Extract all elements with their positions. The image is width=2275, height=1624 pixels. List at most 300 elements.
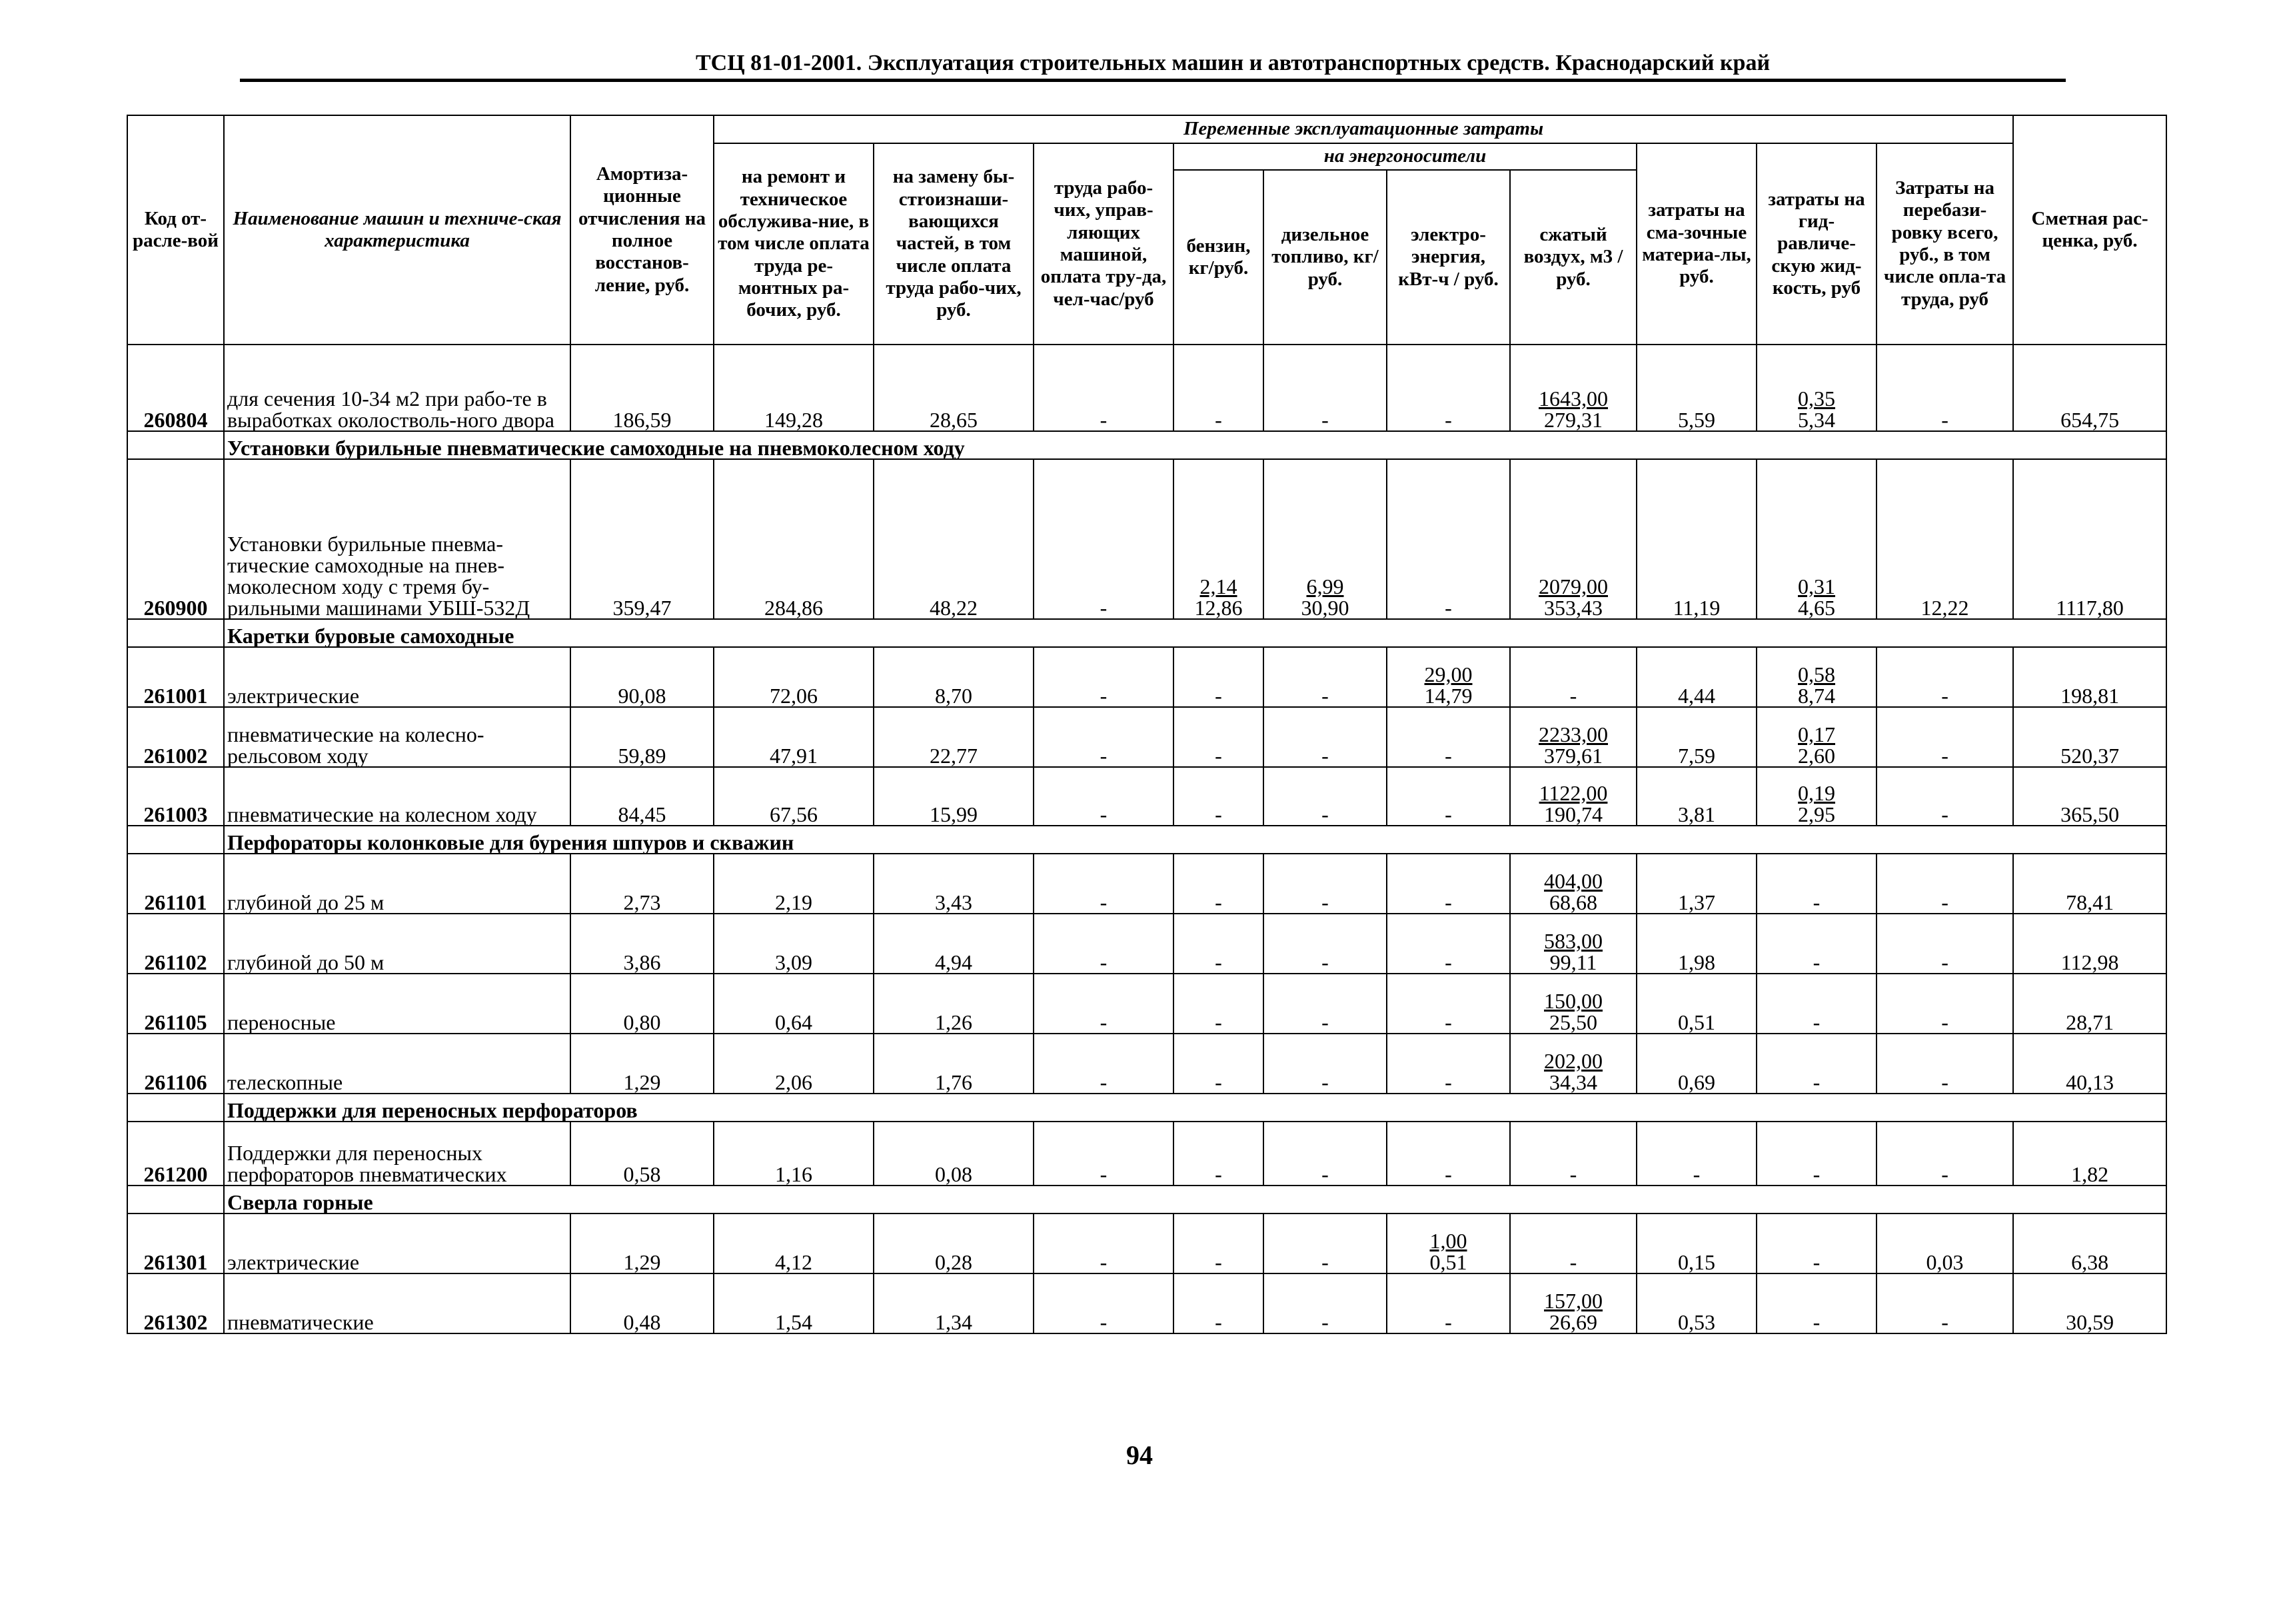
cost-value: 3,81 <box>1678 802 1715 826</box>
cost-value: - <box>1321 1310 1329 1334</box>
lube-cell <box>1637 1034 1757 1094</box>
cost-value: 1,98 <box>1678 950 1715 974</box>
cost-value: - <box>1813 1070 1821 1094</box>
diesel-cell <box>1263 1273 1387 1333</box>
norm-value: 0,31 <box>1798 574 1835 598</box>
cost-value: 84,45 <box>618 802 666 826</box>
cost-value: - <box>1321 1010 1329 1034</box>
diesel-cell <box>1263 854 1387 914</box>
amort-cell <box>570 1214 714 1273</box>
section-row <box>127 1186 2166 1214</box>
cost-value: - <box>1321 1070 1329 1094</box>
petrol-cell <box>1173 914 1263 974</box>
hydro-cell <box>1757 1122 1877 1186</box>
row-code: 261102 <box>127 914 224 974</box>
cost-value: 379,61 <box>1544 744 1603 768</box>
estimate-cell <box>2013 459 2166 619</box>
cost-value: 2,95 <box>1798 802 1835 826</box>
labor-cell <box>1034 767 1173 826</box>
cost-value: 4,12 <box>775 1250 812 1274</box>
table-row <box>127 1214 2166 1273</box>
norm-value: 2,14 <box>1199 574 1237 598</box>
amort-cell <box>570 1034 714 1094</box>
labor-cell <box>1034 707 1173 767</box>
estimate-cell <box>2013 1034 2166 1094</box>
cost-value: - <box>1215 408 1222 432</box>
diesel-cell <box>1263 914 1387 974</box>
relocation-cell <box>1877 974 2013 1034</box>
hydro-cell <box>1757 767 1877 826</box>
replace-cell <box>874 1273 1034 1333</box>
petrol-cell <box>1173 345 1263 431</box>
cost-value: - <box>1445 1162 1452 1186</box>
cost-value: - <box>1813 1310 1821 1334</box>
relocation-cell <box>1877 1214 2013 1273</box>
cost-value: 34,34 <box>1549 1070 1597 1094</box>
norm-value: 6,99 <box>1306 574 1344 598</box>
petrol-cell <box>1173 459 1263 619</box>
diesel-cell <box>1263 459 1387 619</box>
norm-value: 404,00 <box>1544 869 1603 893</box>
norm-value: 0,35 <box>1798 387 1835 410</box>
hydro-cell <box>1757 854 1877 914</box>
header-replace: на замену бы-стroизнаши-вающихся частей, в том числе оплата труда рабо-чих, руб. <box>874 143 1034 345</box>
cost-value: - <box>1321 890 1329 914</box>
petrol-cell <box>1173 974 1263 1034</box>
cost-value: 90,08 <box>618 684 666 708</box>
cost-value: 1,82 <box>2071 1162 2109 1186</box>
cost-value: 359,47 <box>612 596 672 620</box>
section-title: Каретки буровые самоходные <box>224 619 2166 647</box>
header-lube: затраты на сма-зочные материа-лы, руб. <box>1637 143 1757 345</box>
norm-value: 29,00 <box>1424 662 1473 686</box>
labor-cell <box>1034 1034 1173 1094</box>
estimate-cell <box>2013 647 2166 707</box>
row-name: пневматические на колесном ходу <box>224 767 570 826</box>
amort-cell <box>570 767 714 826</box>
cost-value: 2,60 <box>1798 744 1835 768</box>
cost-value: 0,15 <box>1678 1250 1715 1274</box>
diesel-cell <box>1263 707 1387 767</box>
diesel-cell <box>1263 647 1387 707</box>
electro-cell <box>1387 707 1510 767</box>
row-code: 261003 <box>127 767 224 826</box>
hydro-cell <box>1757 707 1877 767</box>
cost-value: 1,54 <box>775 1310 812 1334</box>
cost-value: - <box>1569 684 1577 708</box>
header-amortization: Амортиза-ционные отчисления на полное восстанов-ление, руб. <box>570 115 714 345</box>
section-code-cell <box>127 1094 224 1122</box>
cost-value: - <box>1321 684 1329 708</box>
row-code: 261302 <box>127 1273 224 1333</box>
norm-value: 1122,00 <box>1539 781 1608 805</box>
replace-cell <box>874 854 1034 914</box>
estimate-cell <box>2013 854 2166 914</box>
table-body <box>127 345 2166 1333</box>
row-name: переносные <box>224 974 570 1034</box>
row-code: 260900 <box>127 459 224 619</box>
running-header: ТСЦ 81-01-2001. Эксплуатация строительных машин и автотранспортных средств. Краснодарский край <box>695 51 1771 75</box>
electro-cell <box>1387 1034 1510 1094</box>
cost-value: 1117,80 <box>2056 596 2124 620</box>
cost-value: - <box>1813 1010 1821 1034</box>
estimate-cell <box>2013 1122 2166 1186</box>
replace-cell <box>874 647 1034 707</box>
cost-value: 40,13 <box>2066 1070 2114 1094</box>
cost-value: - <box>1215 1010 1222 1034</box>
repair-cell <box>714 1273 874 1333</box>
cost-value: 59,89 <box>618 744 666 768</box>
header-estimate: Сметная рас-ценка, руб. <box>2013 115 2166 345</box>
repair-cell <box>714 1034 874 1094</box>
relocation-cell <box>1877 1122 2013 1186</box>
hydro-cell <box>1757 1034 1877 1094</box>
cost-value: 520,37 <box>2060 744 2120 768</box>
page-number: 94 <box>1126 1440 1153 1470</box>
cost-value: 190,74 <box>1544 802 1603 826</box>
cost-value: 1,76 <box>935 1070 972 1094</box>
relocation-cell <box>1877 345 2013 431</box>
header-rule <box>240 79 2066 82</box>
hydro-cell <box>1757 1214 1877 1273</box>
header-repair: на ремонт и техническое обслужива-ние, в том числе оплата труда ре-монтных ра-бочих, руб. <box>714 143 874 345</box>
cost-value: 67,56 <box>770 802 818 826</box>
table-row <box>127 647 2166 707</box>
lube-cell <box>1637 914 1757 974</box>
cost-value: 99,11 <box>1549 950 1597 974</box>
table-row <box>127 854 2166 914</box>
replace-cell <box>874 767 1034 826</box>
electro-cell <box>1387 974 1510 1034</box>
cost-value: - <box>1445 744 1452 768</box>
cost-value: - <box>1813 890 1821 914</box>
repair-cell <box>714 854 874 914</box>
cost-value: - <box>1215 802 1222 826</box>
row-name: телескопные <box>224 1034 570 1094</box>
labor-cell <box>1034 914 1173 974</box>
cost-value: 5,59 <box>1678 408 1715 432</box>
cost-value: 279,31 <box>1544 408 1603 432</box>
relocation-cell <box>1877 707 2013 767</box>
labor-cell <box>1034 1122 1173 1186</box>
norm-value: 1643,00 <box>1539 387 1608 410</box>
cost-value: - <box>1813 950 1821 974</box>
cost-value: 0,69 <box>1678 1070 1715 1094</box>
cost-value: - <box>1321 950 1329 974</box>
cost-value: 22,77 <box>930 744 978 768</box>
header-labor: труда рабо-чих, управ-ляющих машиной, оплата тру-да, чел-час/руб <box>1034 143 1173 345</box>
cost-value: - <box>1215 1310 1222 1334</box>
amort-cell <box>570 647 714 707</box>
hydro-cell <box>1757 914 1877 974</box>
header-code: Код от-расле-вой <box>127 115 224 345</box>
air-cell <box>1510 1122 1637 1186</box>
air-cell <box>1510 914 1637 974</box>
repair-cell <box>714 914 874 974</box>
repair-cell <box>714 647 874 707</box>
cost-value: - <box>1445 950 1452 974</box>
cost-value: 4,44 <box>1678 684 1715 708</box>
cost-value: 1,16 <box>775 1162 812 1186</box>
cost-value: 365,50 <box>2060 802 2120 826</box>
cost-value: 0,64 <box>775 1010 812 1034</box>
cost-value: 72,06 <box>770 684 818 708</box>
cost-value: 1,29 <box>623 1070 661 1094</box>
table-row <box>127 345 2166 431</box>
cost-value: - <box>1100 950 1108 974</box>
repair-cell <box>714 974 874 1034</box>
petrol-cell <box>1173 767 1263 826</box>
cost-value: - <box>1100 1010 1108 1034</box>
labor-cell <box>1034 974 1173 1034</box>
cost-value: - <box>1100 1250 1108 1274</box>
electro-cell <box>1387 1273 1510 1333</box>
hydro-cell <box>1757 459 1877 619</box>
section-title: Установки бурильные пневматические самоходные на пневмоколесном ходу <box>224 431 2166 459</box>
cost-value: 11,19 <box>1673 596 1721 620</box>
electro-cell <box>1387 1214 1510 1273</box>
section-row <box>127 1094 2166 1122</box>
cost-value: 0,08 <box>935 1162 972 1186</box>
cost-value: 14,79 <box>1424 684 1473 708</box>
cost-value: 0,48 <box>623 1310 661 1334</box>
replace-cell <box>874 1214 1034 1273</box>
cost-value: - <box>1100 596 1108 620</box>
norm-value: 1,00 <box>1429 1229 1467 1253</box>
cost-value: - <box>1321 1162 1329 1186</box>
cost-value: 1,37 <box>1678 890 1715 914</box>
repair-cell <box>714 1214 874 1273</box>
cost-value: - <box>1445 1070 1452 1094</box>
estimate-cell <box>2013 767 2166 826</box>
cost-value: 0,03 <box>1926 1250 1964 1274</box>
repair-cell <box>714 707 874 767</box>
electro-cell <box>1387 854 1510 914</box>
row-name: для сечения 10-34 м2 при рабо-те в выработках околостволь-ного двора <box>224 345 570 431</box>
cost-value: - <box>1215 890 1222 914</box>
relocation-cell <box>1877 1273 2013 1333</box>
cost-value: 1,26 <box>935 1010 972 1034</box>
petrol-cell <box>1173 1273 1263 1333</box>
cost-value: - <box>1941 1070 1948 1094</box>
lube-cell <box>1637 1214 1757 1273</box>
cost-value: 8,74 <box>1798 684 1835 708</box>
cost-value: - <box>1100 1310 1108 1334</box>
cost-value: - <box>1100 684 1108 708</box>
section-code-cell <box>127 431 224 459</box>
relocation-cell <box>1877 767 2013 826</box>
row-code: 261001 <box>127 647 224 707</box>
estimate-cell <box>2013 345 2166 431</box>
cost-value: - <box>1445 1010 1452 1034</box>
labor-cell <box>1034 854 1173 914</box>
table-row <box>127 459 2166 619</box>
table-row <box>127 914 2166 974</box>
lube-cell <box>1637 707 1757 767</box>
table-row <box>127 1034 2166 1094</box>
row-code: 261106 <box>127 1034 224 1094</box>
petrol-cell <box>1173 1034 1263 1094</box>
cost-value: 0,28 <box>935 1250 972 1274</box>
section-title: Поддержки для переносных перфораторов <box>224 1094 2166 1122</box>
cost-value: 7,59 <box>1678 744 1715 768</box>
section-row <box>127 619 2166 647</box>
cost-value: 2,19 <box>775 890 812 914</box>
lube-cell <box>1637 1273 1757 1333</box>
row-name: глубиной до 50 м <box>224 914 570 974</box>
lube-cell <box>1637 345 1757 431</box>
rates-table <box>127 115 2167 1334</box>
cost-value: 48,22 <box>930 596 978 620</box>
cost-value: 47,91 <box>770 744 818 768</box>
labor-cell <box>1034 345 1173 431</box>
norm-value: 583,00 <box>1544 929 1603 953</box>
amort-cell <box>570 854 714 914</box>
cost-value: 12,22 <box>1920 596 1969 620</box>
cost-value: - <box>1100 744 1108 768</box>
electro-cell <box>1387 459 1510 619</box>
cost-value: 4,65 <box>1798 596 1835 620</box>
norm-value: 157,00 <box>1544 1289 1603 1313</box>
cost-value: - <box>1100 408 1108 432</box>
table-row <box>127 767 2166 826</box>
cost-value: - <box>1569 1162 1577 1186</box>
header-relocation: Затраты на перебази-ровку всего, руб., в том числе опла-та труда, руб <box>1877 143 2013 345</box>
cost-value: 0,80 <box>623 1010 661 1034</box>
cost-value: - <box>1445 1310 1452 1334</box>
cost-value: 12,86 <box>1194 596 1243 620</box>
electro-cell <box>1387 1122 1510 1186</box>
diesel-cell <box>1263 1034 1387 1094</box>
lube-cell <box>1637 767 1757 826</box>
cost-value: 149,28 <box>764 408 823 432</box>
labor-cell <box>1034 459 1173 619</box>
row-code: 260804 <box>127 345 224 431</box>
diesel-cell <box>1263 767 1387 826</box>
row-name: пневматические на колесно-рельсовом ходу <box>224 707 570 767</box>
cost-value: 284,86 <box>764 596 823 620</box>
air-cell <box>1510 459 1637 619</box>
cost-value: 28,71 <box>2066 1010 2114 1034</box>
header-name: Наименование машин и техниче-ская характеристика <box>224 115 570 345</box>
lube-cell <box>1637 647 1757 707</box>
cost-value: 112,98 <box>2060 950 2119 974</box>
cost-value: 1,34 <box>935 1310 972 1334</box>
estimate-cell <box>2013 1214 2166 1273</box>
petrol-cell <box>1173 854 1263 914</box>
lube-cell <box>1637 1122 1757 1186</box>
electro-cell <box>1387 647 1510 707</box>
lube-cell <box>1637 459 1757 619</box>
header-variable-costs: Переменные эксплуатационные затраты <box>714 115 2013 143</box>
relocation-cell <box>1877 1034 2013 1094</box>
cost-value: - <box>1813 1162 1821 1186</box>
repair-cell <box>714 1122 874 1186</box>
cost-value: - <box>1941 890 1948 914</box>
norm-value: 0,58 <box>1798 662 1835 686</box>
row-code: 261200 <box>127 1122 224 1186</box>
amort-cell <box>570 1273 714 1333</box>
amort-cell <box>570 1122 714 1186</box>
replace-cell <box>874 1034 1034 1094</box>
replace-cell <box>874 707 1034 767</box>
section-code-cell <box>127 619 224 647</box>
section-row <box>127 431 2166 459</box>
labor-cell <box>1034 1273 1173 1333</box>
cost-value: - <box>1813 1250 1821 1274</box>
replace-cell <box>874 459 1034 619</box>
cost-value: 3,43 <box>935 890 972 914</box>
cost-value: - <box>1941 802 1948 826</box>
cost-value: - <box>1445 802 1452 826</box>
cost-value: - <box>1941 950 1948 974</box>
cost-value: - <box>1215 1250 1222 1274</box>
row-name: электрические <box>224 1214 570 1273</box>
repair-cell <box>714 459 874 619</box>
header-petrol: бензин, кг/руб. <box>1173 170 1263 345</box>
estimate-cell <box>2013 914 2166 974</box>
air-cell <box>1510 974 1637 1034</box>
cost-value: 68,68 <box>1549 890 1597 914</box>
row-code: 261002 <box>127 707 224 767</box>
cost-value: 4,94 <box>935 950 972 974</box>
cost-value: 5,34 <box>1798 408 1835 432</box>
air-cell <box>1510 707 1637 767</box>
cost-value: - <box>1941 1010 1948 1034</box>
diesel-cell <box>1263 1122 1387 1186</box>
cost-value: 0,51 <box>1678 1010 1715 1034</box>
table-row <box>127 1122 2166 1186</box>
cost-value: - <box>1445 596 1452 620</box>
air-cell <box>1510 345 1637 431</box>
cost-value: 2,73 <box>623 890 661 914</box>
lube-cell <box>1637 974 1757 1034</box>
section-title: Перфораторы колонковые для бурения шпуров и скважин <box>224 826 2166 854</box>
cost-value: 2,06 <box>775 1070 812 1094</box>
cost-value: - <box>1321 1250 1329 1274</box>
cost-value: 25,50 <box>1549 1010 1597 1034</box>
cost-value: - <box>1321 802 1329 826</box>
cost-value: 15,99 <box>930 802 978 826</box>
cost-value: 353,43 <box>1544 596 1603 620</box>
air-cell <box>1510 854 1637 914</box>
table-row <box>127 974 2166 1034</box>
repair-cell <box>714 345 874 431</box>
norm-value: 2079,00 <box>1539 574 1608 598</box>
row-code: 261105 <box>127 974 224 1034</box>
cost-value: - <box>1445 890 1452 914</box>
norm-value: 150,00 <box>1544 989 1603 1013</box>
petrol-cell <box>1173 1122 1263 1186</box>
cost-value: 3,86 <box>623 950 661 974</box>
cost-value: - <box>1941 684 1948 708</box>
hydro-cell <box>1757 1273 1877 1333</box>
cost-value: - <box>1100 802 1108 826</box>
cost-value: - <box>1215 1070 1222 1094</box>
labor-cell <box>1034 647 1173 707</box>
electro-cell <box>1387 914 1510 974</box>
header-electro: электро-энергия, кВт-ч / руб. <box>1387 170 1510 345</box>
estimate-cell <box>2013 974 2166 1034</box>
amort-cell <box>570 914 714 974</box>
diesel-cell <box>1263 974 1387 1034</box>
cost-value: 6,38 <box>2071 1250 2109 1274</box>
cost-value: 30,90 <box>1301 596 1349 620</box>
electro-cell <box>1387 345 1510 431</box>
cost-value: 0,53 <box>1678 1310 1715 1334</box>
row-code: 261301 <box>127 1214 224 1273</box>
cost-value: - <box>1693 1162 1701 1186</box>
